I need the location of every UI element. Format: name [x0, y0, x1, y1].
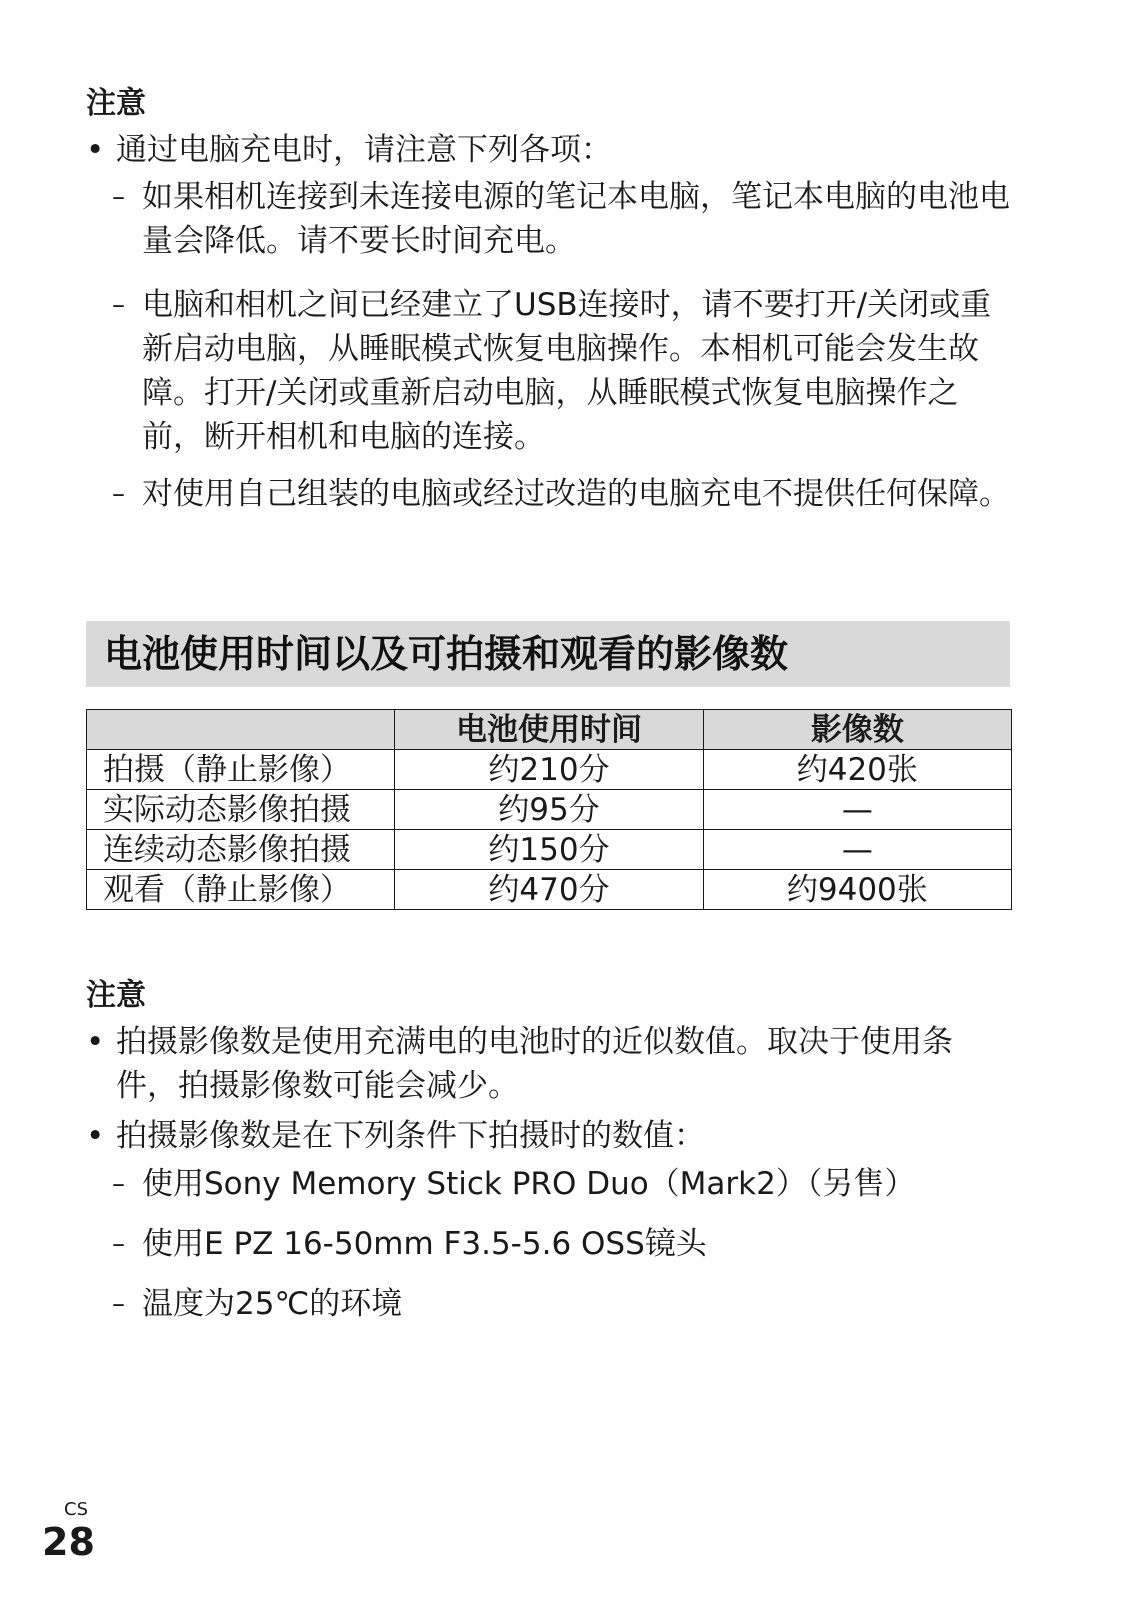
dash-mark: – [112, 479, 125, 509]
table-row [87, 790, 1012, 830]
image-count-cell: — [703, 790, 1011, 830]
battery-time-cell: 约95分 [395, 790, 703, 830]
header-cell-blank [87, 710, 395, 750]
image-count-cell: 约420张 [703, 750, 1011, 790]
page-language-code: CS [64, 1499, 88, 1520]
header-cell-image-count: 影像数 [703, 710, 1011, 750]
bullet-text: 通过电脑充电时，请注意下列各项： [116, 132, 612, 168]
dash-mark: – [112, 1289, 125, 1319]
dash-mark: – [112, 1169, 125, 1199]
header-cell-battery-time: 电池使用时间 [395, 710, 703, 750]
image-count-cell: — [703, 830, 1011, 870]
row-label: 实际动态影像拍摄 [87, 790, 395, 830]
row-label: 连续动态影像拍摄 [87, 830, 395, 870]
section-heading-bar [86, 621, 1010, 687]
battery-table [86, 709, 1012, 910]
image-count-cell: 约9400张 [703, 870, 1011, 910]
note-dash-item [112, 1282, 1012, 1326]
dash-mark: – [112, 1229, 125, 1259]
table-row [87, 750, 1012, 790]
table-row [87, 830, 1012, 870]
note-heading: 注意 [86, 86, 146, 121]
bullet-mark: • [86, 1118, 105, 1154]
row-label: 拍摄（静止影像） [87, 750, 395, 790]
dash-text: 如果相机连接到未连接电源的笔记本电脑，笔记本电脑的电池电量会降低。请不要长时间充电。 [142, 179, 1010, 259]
page-number: 28 [42, 1520, 95, 1564]
bullet-text: 拍摄影像数是在下列条件下拍摄时的数值： [116, 1118, 705, 1154]
note-dash-item [112, 1162, 1012, 1206]
battery-time-cell: 约150分 [395, 830, 703, 870]
battery-time-cell: 约470分 [395, 870, 703, 910]
note-bullet [86, 128, 1006, 172]
dash-text: 使用E PZ 16-50mm F3.5-5.6 OSS镜头 [142, 1226, 707, 1262]
section-title: 电池使用时间以及可拍摄和观看的影像数 [104, 632, 789, 676]
dash-text: 对使用自己组装的电脑或经过改造的电脑充电不提供任何保障。 [142, 476, 1010, 512]
note-dash-item [112, 1222, 1012, 1266]
note-dash-item [112, 175, 1012, 263]
dash-mark: – [112, 290, 125, 320]
battery-time-cell: 约210分 [395, 750, 703, 790]
table-header-row [87, 710, 1012, 750]
note-heading: 注意 [86, 978, 146, 1013]
bullet-text: 拍摄影像数是使用充满电的电池时的近似数值。取决于使用条件，拍摄影像数可能会减少。 [116, 1024, 953, 1104]
dash-mark: – [112, 182, 125, 212]
note-bullet [86, 1114, 1006, 1158]
note-bullet [86, 1020, 1006, 1108]
note-dash-item [112, 283, 1012, 459]
bullet-mark: • [86, 1024, 105, 1060]
dash-text: 使用Sony Memory Stick PRO Duo（Mark2）（另售） [142, 1166, 916, 1202]
table-row [87, 870, 1012, 910]
row-label: 观看（静止影像） [87, 870, 395, 910]
dash-text: 温度为25℃的环境 [142, 1286, 403, 1322]
dash-text: 电脑和相机之间已经建立了USB连接时，请不要打开/关闭或重新启动电脑，从睡眠模式恢复电脑操作。本相机可能会发生故障。打开/关闭或重新启动电脑，从睡眠模式恢复电脑操作之前，断开相机和电脑的连接。 [142, 287, 992, 455]
note-dash-item [112, 472, 1012, 516]
bullet-mark: • [86, 132, 105, 168]
